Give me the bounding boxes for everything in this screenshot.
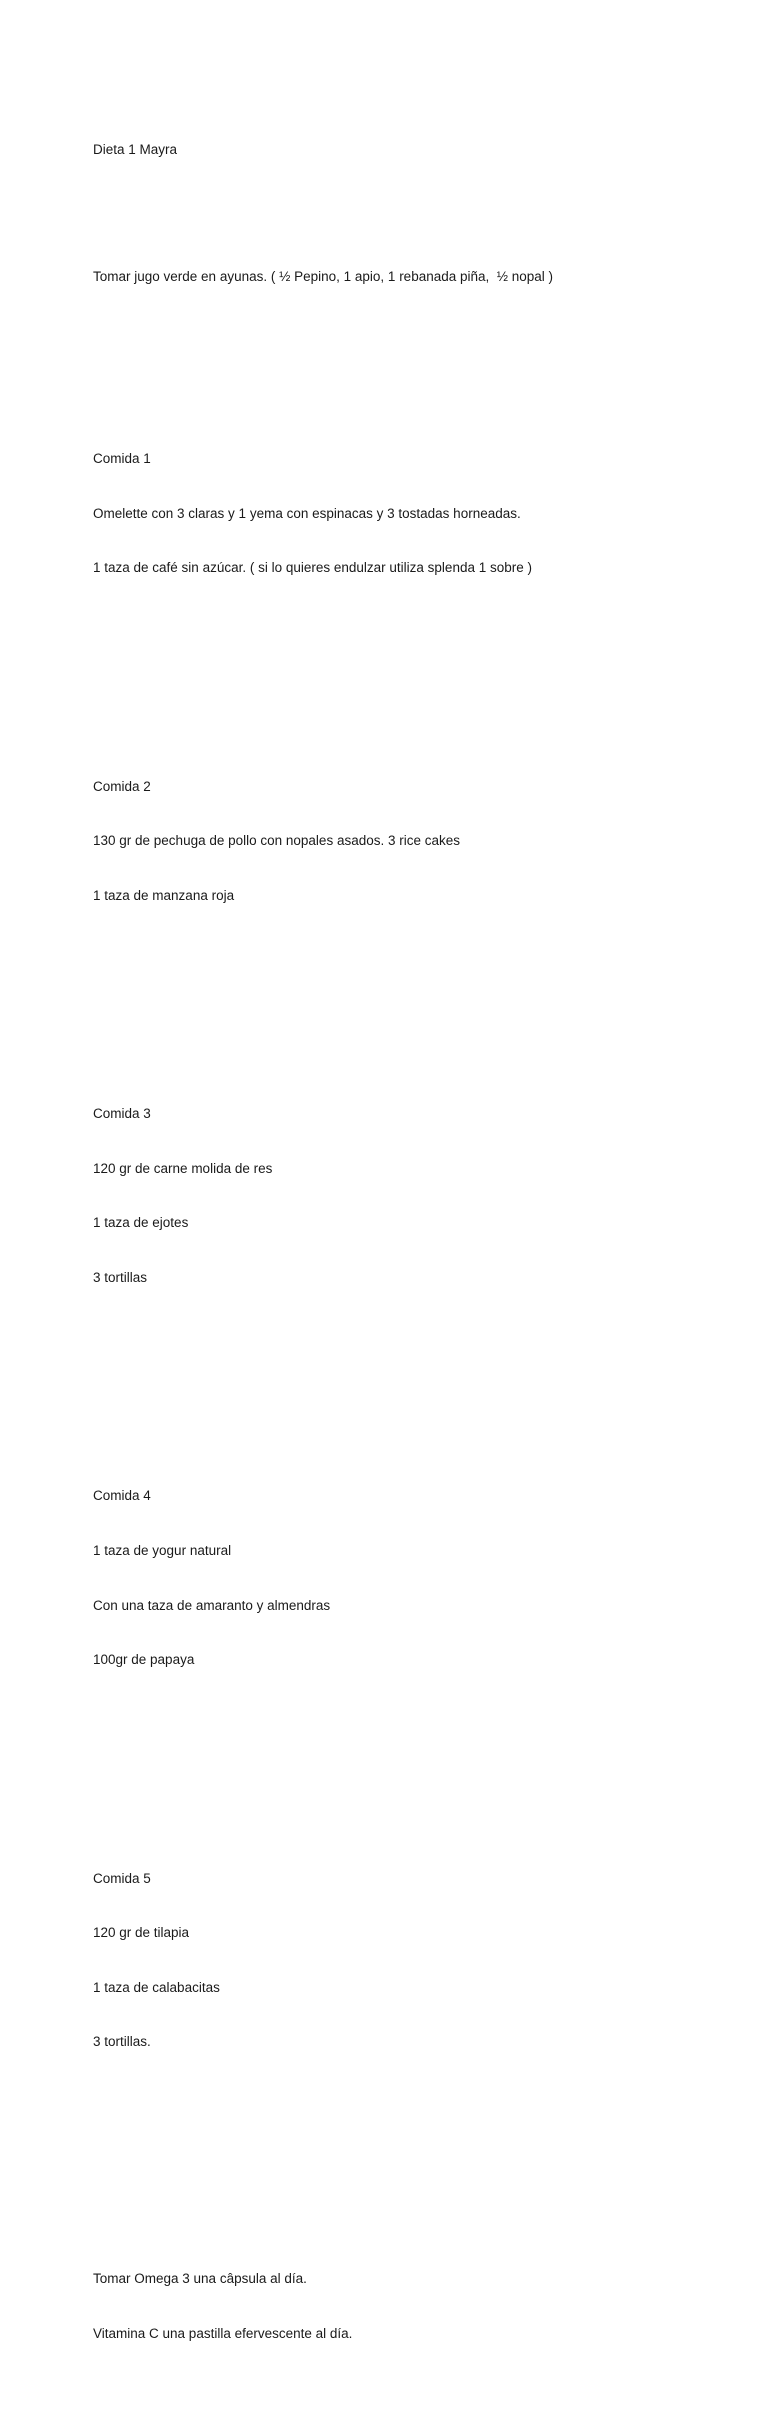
supplements-section [93, 2234, 733, 2380]
spacer [93, 1742, 733, 1760]
spacer [93, 195, 733, 213]
document-body [93, 86, 733, 2434]
meal-section-1 [93, 414, 733, 614]
meal-line: 3 tortillas [93, 1269, 148, 1285]
intro-text: Tomar jugo verde en ayunas. ( ½ Pepino, 1 apio, 1 rebanada piña, ½ nopal ) [93, 269, 554, 284]
spacer [93, 650, 733, 668]
meal-line: 130 gr de pechuga de pollo con nopales asados. 3 rice cakes [93, 833, 461, 849]
meal-heading: Comida 1 [93, 451, 151, 466]
supplement-line: Tomar Omega 3 una câpsula al día. [93, 2270, 307, 2286]
meal-section-4 [93, 1451, 733, 1706]
meal-line: 1 taza de calabacitas [93, 1979, 220, 1995]
meal-line: 1 taza de café sin azúcar. ( si lo quieres endulzar utiliza splenda 1 sobre ) [93, 560, 532, 576]
document-title: Dieta 1 Mayra [93, 141, 178, 157]
meal-line: 3 tortillas. [93, 2034, 151, 2050]
meal-section-5 [93, 1833, 733, 2088]
meal-line: Omelette con 3 claras y 1 yema con espinacas y 3 tostadas horneadas. [93, 505, 521, 521]
spacer [93, 978, 733, 996]
meal-line: 100gr de papaya [93, 1652, 195, 1668]
meal-line: 1 taza de manzana roja [93, 887, 235, 903]
meal-heading: Comida 5 [93, 1870, 151, 1886]
meal-heading: Comida 2 [93, 778, 151, 794]
meal-line: 120 gr de carne molida de res [93, 1160, 273, 1176]
meal-line: 1 taza de ejotes [93, 1215, 189, 1231]
meal-heading: Comida 3 [93, 1106, 151, 1122]
spacer [93, 1360, 733, 1378]
meal-heading: Comida 4 [93, 1488, 151, 1504]
spacer [93, 2124, 733, 2160]
meal-line: 1 taza de yogur natural [93, 1542, 232, 1558]
meal-line: Con una taza de amaranto y almendras [93, 1597, 331, 1613]
meal-section-2 [93, 741, 733, 941]
spacer [93, 323, 733, 341]
meal-section-3 [93, 1069, 733, 1324]
supplement-line: Vitamina C una pastilla efervescente al día. [93, 2325, 353, 2341]
meal-line: 120 gr de tilapia [93, 1925, 190, 1941]
